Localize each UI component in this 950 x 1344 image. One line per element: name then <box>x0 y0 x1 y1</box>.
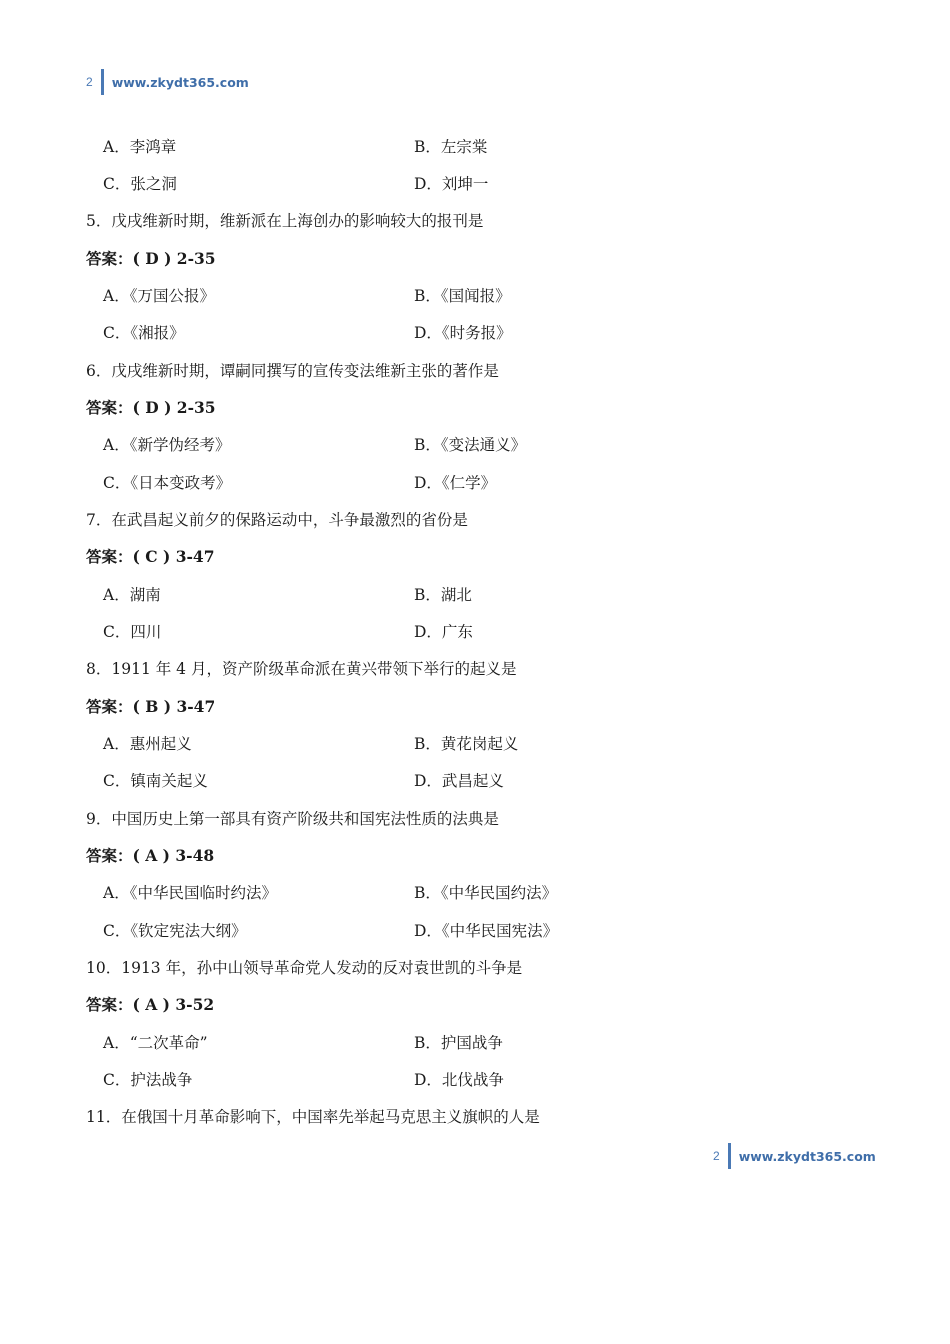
option-c: C．《日本变政考》 <box>103 474 232 492</box>
option-d: D．北伐战争 <box>414 1071 504 1089</box>
header-site-link[interactable]: www.zkydt365.com <box>111 74 249 90</box>
option-b: B．黄花岗起义 <box>414 735 519 753</box>
question-text: 11．在俄国十月革命影响下，中国率先举起马克思主义旗帜的人是 <box>86 1108 540 1126</box>
answer-line: 答案：( D ) 2-35 <box>86 249 216 268</box>
answer-line: 答案：( B ) 3-47 <box>86 697 216 716</box>
option-d: D．《中华民国宪法》 <box>414 922 559 940</box>
option-b: B．《中华民国约法》 <box>414 884 558 902</box>
answer-line: 答案：( D ) 2-35 <box>86 398 216 417</box>
footer-divider <box>728 1143 731 1169</box>
option-c: C．护法战争 <box>103 1071 193 1089</box>
header-page-number: 2 <box>86 75 93 89</box>
option-a: A．湖南 <box>103 586 161 604</box>
question-text: 9．中国历史上第一部具有资产阶级共和国宪法性质的法典是 <box>86 810 499 828</box>
footer-site-link[interactable]: www.zkydt365.com <box>738 1148 876 1164</box>
option-c: C．《钦定宪法大纲》 <box>103 922 247 940</box>
option-c: C．张之洞 <box>103 175 177 193</box>
answer-line: 答案：( A ) 3-52 <box>86 995 215 1014</box>
question-text: 8．1911 年 4 月，资产阶级革命派在黄兴带领下举行的起义是 <box>86 660 517 678</box>
option-b: B．《变法通义》 <box>414 436 527 454</box>
option-a: A．“二次革命” <box>103 1034 208 1052</box>
option-d: D．武昌起义 <box>414 772 504 790</box>
option-d: D．广东 <box>414 623 473 641</box>
page-header <box>86 69 249 95</box>
footer-page-number: 2 <box>713 1149 720 1163</box>
option-c: C．四川 <box>103 623 162 641</box>
page-footer <box>713 1143 876 1169</box>
option-b: B．左宗棠 <box>414 138 488 156</box>
option-a: A．《万国公报》 <box>103 287 215 305</box>
option-d: D．《仁学》 <box>414 474 497 492</box>
option-b: B．《国闻报》 <box>414 287 511 305</box>
option-c: C．镇南关起义 <box>103 772 208 790</box>
answer-line: 答案：( C ) 3-47 <box>86 547 215 566</box>
option-b: B．湖北 <box>414 586 472 604</box>
header-divider <box>101 69 104 95</box>
question-text: 5．戊戌维新时期，维新派在上海创办的影响较大的报刊是 <box>86 212 484 230</box>
question-text: 10．1913 年，孙中山领导革命党人发动的反对袁世凯的斗争是 <box>86 959 523 977</box>
question-text: 6．戊戌维新时期，谭嗣同撰写的宣传变法维新主张的著作是 <box>86 362 499 380</box>
answer-line: 答案：( A ) 3-48 <box>86 846 215 865</box>
option-a: A．《中华民国临时约法》 <box>103 884 277 902</box>
option-d: D．《时务报》 <box>414 324 512 342</box>
option-b: B．护国战争 <box>414 1034 503 1052</box>
option-d: D．刘坤一 <box>414 175 489 193</box>
option-a: A．《新学伪经考》 <box>103 436 231 454</box>
option-a: A．惠州起义 <box>103 735 192 753</box>
question-text: 7．在武昌起义前夕的保路运动中，斗争最激烈的省份是 <box>86 511 468 529</box>
option-a: A．李鸿章 <box>103 138 177 156</box>
option-c: C．《湘报》 <box>103 324 185 342</box>
